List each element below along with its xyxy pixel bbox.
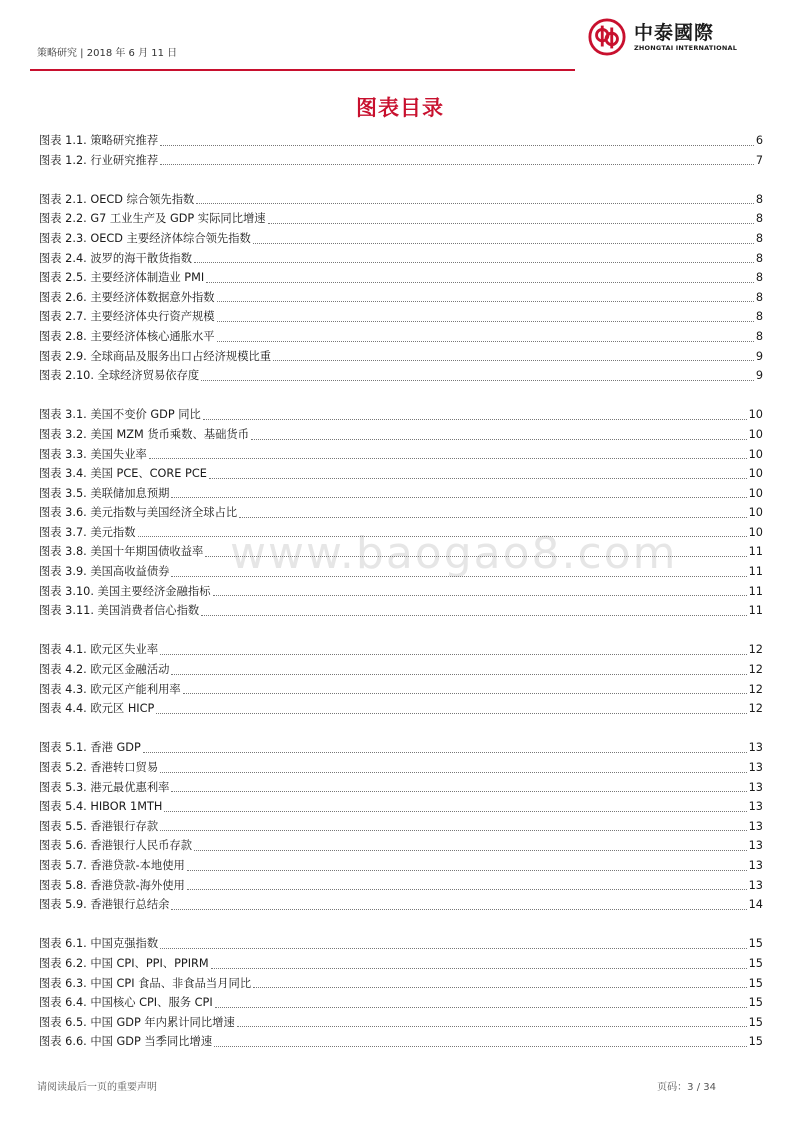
toc-entry-label: 图表 6.6. 中国 GDP 当季同比增速 (39, 1035, 213, 1049)
dot-leader (171, 497, 746, 498)
toc-entry[interactable] (39, 347, 763, 367)
page-number: 页码：3 / 34 (657, 1082, 716, 1093)
dot-leader (206, 282, 754, 283)
toc-entry[interactable] (39, 131, 763, 151)
dot-leader (160, 772, 747, 773)
toc-entry-label: 图表 1.2. 行业研究推荐 (39, 153, 159, 167)
toc-entry-label: 图表 1.1. 策略研究推荐 (39, 134, 159, 147)
toc-entry-label: 图表 4.2. 欧元区金融活动 (39, 663, 170, 677)
dot-leader (160, 164, 754, 165)
toc-entry-label: 图表 3.11. 美国消费者信心指数 (39, 604, 200, 618)
toc-entry-label: 图表 2.4. 波罗的海干散货指数 (39, 251, 193, 265)
dot-leader (239, 517, 746, 518)
toc-entry-label: 图表 5.3. 港元最优惠利率 (39, 780, 170, 794)
toc-entry-label: 图表 6.4. 中国核心 CPI、服务 CPI (39, 996, 213, 1010)
toc-entry-page: 8 (755, 290, 763, 304)
toc-entry[interactable] (39, 268, 763, 288)
toc-entry[interactable] (39, 601, 763, 621)
table-of-figures (39, 131, 763, 1052)
dot-leader (156, 713, 746, 714)
toc-entry[interactable] (39, 954, 763, 974)
toc-entry-page: 12 (748, 682, 763, 696)
toc-entry-label: 图表 4.3. 欧元区产能利用率 (39, 682, 181, 696)
dot-leader (160, 145, 754, 146)
toc-entry-page: 13 (748, 878, 763, 892)
dot-leader (251, 439, 747, 440)
toc-entry[interactable] (39, 523, 763, 543)
toc-entry-label: 图表 2.5. 主要经济体制造业 PMI (39, 271, 205, 285)
dot-leader (187, 889, 747, 890)
toc-entry-page: 12 (748, 702, 763, 716)
group-spacer (39, 170, 763, 190)
logo-chinese-name: 中泰國際 (634, 22, 715, 44)
toc-entry[interactable] (39, 856, 763, 876)
toc-entry[interactable] (39, 484, 763, 504)
company-logo (588, 16, 748, 56)
toc-entry-page: 12 (748, 663, 763, 677)
toc-entry[interactable] (39, 1032, 763, 1052)
toc-entry[interactable] (39, 1013, 763, 1033)
toc-entry[interactable] (39, 366, 763, 386)
toc-entry-label: 图表 5.2. 香港转口贸易 (39, 761, 159, 774)
toc-entry[interactable] (39, 934, 763, 954)
dot-leader (217, 341, 754, 342)
toc-entry-page: 8 (755, 251, 763, 265)
toc-entry-page: 13 (748, 800, 763, 814)
toc-entry-label: 图表 4.1. 欧元区失业率 (39, 643, 159, 657)
toc-entry-label: 图表 3.6. 美元指数与美国经济全球占比 (39, 506, 238, 520)
toc-entry-page: 10 (748, 408, 763, 422)
toc-entry[interactable] (39, 288, 763, 308)
toc-entry[interactable] (39, 974, 763, 994)
toc-entry[interactable] (39, 562, 763, 582)
toc-entry-label: 图表 5.6. 香港银行人民币存款 (39, 839, 193, 853)
dot-leader (160, 830, 747, 831)
toc-entry-label: 图表 2.10. 全球经济贸易依存度 (39, 369, 200, 383)
toc-entry-label: 图表 6.3. 中国 CPI 食品、非食品当月同比 (39, 976, 252, 990)
toc-entry-label: 图表 2.9. 全球商品及服务出口占经济规模比重 (39, 349, 272, 363)
toc-entry[interactable] (39, 993, 763, 1013)
dot-leader (209, 478, 747, 479)
report-header: 策略研究 | 2018 年 6 月 11 日 (37, 48, 178, 59)
toc-entry[interactable] (39, 582, 763, 602)
toc-entry-page: 13 (748, 761, 763, 774)
dot-leader (215, 1007, 747, 1008)
dot-leader (213, 595, 747, 596)
dot-leader (253, 243, 754, 244)
dot-leader (217, 301, 754, 302)
logo-english-name: ZHONGTAI INTERNATIONAL (634, 44, 738, 52)
toc-entry[interactable] (39, 738, 763, 758)
toc-entry[interactable] (39, 876, 763, 896)
page-title: 图表目录 (356, 96, 444, 120)
toc-entry-page: 9 (755, 369, 763, 383)
toc-entry-label: 图表 3.7. 美元指数 (39, 525, 136, 539)
group-spacer (39, 621, 763, 641)
toc-entry-page: 10 (748, 447, 763, 461)
toc-entry-page: 13 (748, 819, 763, 833)
dot-leader (138, 536, 747, 537)
toc-entry-label: 图表 5.8. 香港贷款-海外使用 (39, 878, 185, 892)
toc-entry-page: 13 (748, 741, 763, 755)
toc-entry-page: 8 (755, 310, 763, 324)
toc-entry[interactable] (39, 445, 763, 465)
dot-leader (201, 615, 746, 616)
toc-entry-page: 13 (748, 839, 763, 853)
dot-leader (201, 380, 754, 381)
toc-entry-page: 12 (748, 643, 763, 657)
header-divider (30, 69, 575, 71)
dot-leader (273, 360, 754, 361)
toc-entry-label: 图表 3.9. 美国高收益债券 (39, 565, 170, 579)
toc-entry-label: 图表 2.6. 主要经济体数据意外指数 (39, 290, 215, 304)
toc-entry[interactable] (39, 660, 763, 680)
toc-entry-label: 图表 5.1. 香港 GDP (39, 741, 141, 755)
toc-entry-label: 图表 6.2. 中国 CPI、PPI、PPIRM (39, 956, 209, 970)
toc-entry[interactable] (39, 464, 763, 484)
dot-leader (211, 968, 747, 969)
toc-entry-page: 8 (755, 329, 763, 343)
dot-leader (183, 693, 747, 694)
toc-entry-page: 10 (748, 525, 763, 539)
toc-entry-label: 图表 5.7. 香港贷款-本地使用 (39, 858, 185, 872)
toc-entry[interactable] (39, 190, 763, 210)
dot-leader (237, 1026, 747, 1027)
dot-leader (187, 870, 747, 871)
company-logo-icon (588, 18, 626, 56)
group-spacer (39, 915, 763, 935)
toc-entry-page: 11 (748, 584, 763, 598)
watermark: www.baogao8.com (230, 528, 678, 579)
toc-entry-label: 图表 6.1. 中国克强指数 (39, 937, 159, 951)
toc-entry-page: 15 (748, 937, 763, 951)
toc-entry[interactable] (39, 640, 763, 660)
toc-entry-label: 图表 3.5. 美联储加息预期 (39, 486, 170, 500)
toc-entry-page: 13 (748, 780, 763, 794)
toc-entry[interactable] (39, 542, 763, 562)
toc-entry-page: 6 (755, 134, 763, 147)
group-spacer (39, 386, 763, 406)
toc-entry-page: 8 (755, 231, 763, 245)
dot-leader (205, 556, 746, 557)
dot-leader (217, 321, 754, 322)
toc-entry[interactable] (39, 699, 763, 719)
toc-entry[interactable] (39, 817, 763, 837)
dot-leader (194, 262, 754, 263)
toc-entry-page: 10 (748, 427, 763, 441)
toc-entry-page: 11 (748, 565, 763, 579)
dot-leader (160, 948, 747, 949)
toc-entry[interactable] (39, 405, 763, 425)
toc-entry-page: 7 (755, 153, 763, 167)
toc-entry-page: 10 (748, 467, 763, 481)
toc-entry[interactable] (39, 758, 763, 778)
toc-entry-page: 15 (748, 1015, 763, 1029)
toc-entry-page: 8 (755, 271, 763, 285)
dot-leader (171, 674, 746, 675)
toc-entry-label: 图表 3.1. 美国不变价 GDP 同比 (39, 408, 201, 422)
toc-entry[interactable] (39, 151, 763, 171)
group-spacer (39, 719, 763, 739)
footer-disclaimer: 请阅读最后一页的重要声明 (37, 1082, 157, 1093)
toc-entry-page: 15 (748, 1035, 763, 1049)
toc-entry-label: 图表 2.3. OECD 主要经济体综合领先指数 (39, 231, 251, 245)
toc-entry[interactable] (39, 836, 763, 856)
toc-entry[interactable] (39, 307, 763, 327)
toc-entry-page: 15 (748, 996, 763, 1010)
toc-entry-page: 11 (748, 604, 763, 618)
toc-entry[interactable] (39, 249, 763, 269)
toc-entry-label: 图表 3.8. 美国十年期国债收益率 (39, 545, 204, 559)
toc-entry[interactable] (39, 895, 763, 915)
dot-leader (160, 654, 747, 655)
toc-entry-label: 图表 6.5. 中国 GDP 年内累计同比增速 (39, 1015, 235, 1029)
dot-leader (164, 811, 746, 812)
toc-entry-label: 图表 3.3. 美国失业率 (39, 447, 147, 461)
dot-leader (268, 223, 754, 224)
toc-entry-page: 13 (748, 858, 763, 872)
toc-entry-page: 11 (748, 545, 763, 559)
dot-leader (203, 419, 747, 420)
toc-entry[interactable] (39, 680, 763, 700)
toc-entry-page: 15 (748, 976, 763, 990)
dot-leader (149, 458, 747, 459)
dot-leader (214, 1046, 746, 1047)
dot-leader (196, 203, 753, 204)
toc-entry-label: 图表 3.10. 美国主要经济金融指标 (39, 584, 211, 598)
toc-entry-page: 8 (755, 192, 763, 206)
dot-leader (171, 791, 746, 792)
dot-leader (171, 909, 746, 910)
toc-entry[interactable] (39, 503, 763, 523)
dot-leader (143, 752, 747, 753)
toc-entry[interactable] (39, 425, 763, 445)
toc-entry-page: 14 (748, 898, 763, 912)
dot-leader (171, 576, 746, 577)
toc-entry-label: 图表 5.9. 香港银行总结余 (39, 898, 170, 912)
toc-entry-label: 图表 2.8. 主要经济体核心通胀水平 (39, 329, 215, 343)
toc-entry[interactable] (39, 797, 763, 817)
dot-leader (194, 850, 747, 851)
toc-entry[interactable] (39, 209, 763, 229)
toc-entry-label: 图表 4.4. 欧元区 HICP (39, 702, 155, 716)
dot-leader (253, 987, 747, 988)
toc-entry-label: 图表 3.2. 美国 MZM 货币乘数、基础货币 (39, 427, 250, 441)
toc-entry-page: 15 (748, 956, 763, 970)
toc-entry-label: 图表 3.4. 美国 PCE、CORE PCE (39, 467, 207, 481)
toc-entry-label: 图表 2.2. G7 工业生产及 GDP 实际同比增速 (39, 212, 266, 226)
toc-entry-label: 图表 5.5. 香港银行存款 (39, 819, 159, 833)
toc-entry-label: 图表 2.7. 主要经济体央行资产规模 (39, 310, 215, 324)
toc-entry-page: 10 (748, 506, 763, 520)
toc-entry-label: 图表 5.4. HIBOR 1MTH (39, 800, 163, 814)
toc-entry[interactable] (39, 778, 763, 798)
toc-entry-page: 8 (755, 212, 763, 226)
toc-entry-label: 图表 2.1. OECD 综合领先指数 (39, 192, 195, 206)
toc-entry-page: 9 (755, 349, 763, 363)
toc-entry[interactable] (39, 327, 763, 347)
toc-entry[interactable] (39, 229, 763, 249)
toc-entry-page: 10 (748, 486, 763, 500)
